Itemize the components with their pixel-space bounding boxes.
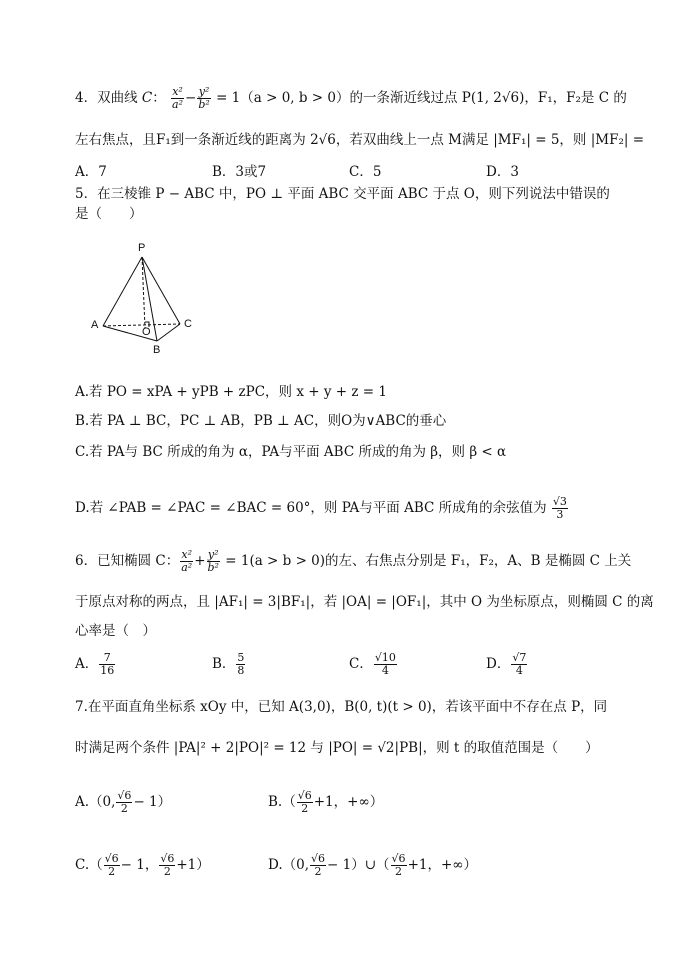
label-o: O — [142, 326, 151, 338]
q5-line1: 5．在三棱锥 P − ABC 中，PO ⊥ 平面 ABC 交平面 ABC 于点 O，则下列说法中错误的 — [75, 186, 610, 202]
q5-option-d-text: D.若 ∠PAB = ∠PAC = ∠BAC = 60°，则 PA与平面 ABC 所成角的余弦值为 — [75, 500, 547, 516]
q4-option-b: B．3或7 — [212, 164, 267, 180]
q6-prefix: 6．已知椭圆 C： — [75, 553, 180, 569]
q5-option-a: A.若 PO = xPA + yPB + zPC，则 x + y + z = 1 — [75, 384, 387, 400]
q4-option-d: D．3 — [486, 164, 519, 180]
label-b: B — [153, 344, 161, 356]
tetrahedron-figure — [88, 236, 198, 356]
q4-prefix: 4．双曲线 — [75, 90, 138, 106]
q5-line2: 是（ ） — [75, 206, 143, 222]
q5-option-c: C.若 PA与 BC 所成的角为 α，PA与平面 ABC 所成的角为 β，则 β < α — [75, 444, 507, 460]
q4-line1: 4．双曲线 C： $\frac{\text{x²}}{\text{a²}}$ − $\frac{\text{y²}}{\text{b²}}$ = 1（a > 0, b > 0）的一条渐近线过点 P(1, 2√6)，F₁，F₂是 C 的 — [75, 85, 627, 111]
q5-option-d — [75, 496, 628, 521]
label-c: C — [184, 318, 192, 330]
q5-option-b: B.若 PA ⊥ BC，PC ⊥ AB，PB ⊥ AC，则O为∨ABC的垂心 — [75, 413, 447, 429]
q4-eq: = 1（a > 0, b > 0）的一条渐近线过点 P(1, 2√6)，F₁，F₂是 C 的 — [216, 90, 627, 106]
q7-option-c: C.（ $\frac{√6}{2}$ − 1， $\frac{√6}{2}$ +1） — [75, 852, 210, 878]
q7-option-b: B.（ $\frac{√6}{2}$ +1，+∞） — [268, 789, 384, 815]
q4-frac-x: $\frac{\text{x²}}{\text{a²}}$ — [172, 85, 183, 111]
q7-option-d: D.（0, $\frac{√6}{2}$ − 1）∪（ $\frac{√6}{2}$ +1，+∞） — [268, 852, 478, 878]
q6-line1: 6．已知椭圆 C： $\frac{\text{x²}}{\text{a²}}$ + $\frac{\text{y²}}{\text{b²}}$ = 1(a > b > 0)的左、右焦点分别是 F₁，F₂，A、B 是椭圆 C 上关 — [75, 548, 632, 574]
q5-option-d-frac: $\frac{√3}{3}$ — [552, 495, 567, 521]
q6-option-a: A． $\frac{7}{16}$ — [75, 651, 115, 677]
q4-option-a: A．7 — [75, 164, 107, 180]
q6-line3: 心率是（ ） — [75, 623, 156, 639]
q6-option-b: B． $\frac{5}{8}$ — [212, 651, 245, 677]
q6-suffix: = 1(a > b > 0)的左、右焦点分别是 F₁，F₂，A、B 是椭圆 C 上关 — [225, 553, 632, 569]
q6-frac-x: $\frac{\text{x²}}{\text{a²}}$ — [181, 548, 193, 574]
label-p: P — [138, 242, 146, 254]
q6-option-c: C． $\frac{√10}{4}$ — [349, 651, 396, 677]
q4-c: C — [141, 90, 153, 106]
q7-line1: 7.在平面直角坐标系 xOy 中，已知 A(3,0)，B(0, t)(t > 0)，若该平面中不存在点 P，同 — [75, 699, 608, 715]
q4-line2: 左右焦点，且F₁到一条渐近线的距离为 2√6，若双曲线上一点 M满足 |MF₁| = 5，则 |MF₂| = — [75, 132, 645, 148]
q6-option-d: D． $\frac{√7}{4}$ — [486, 651, 527, 677]
q4-frac-y: $\frac{\text{y²}}{\text{b²}}$ — [198, 85, 210, 111]
q7-option-a: A.（0, $\frac{√6}{2}$ − 1） — [75, 789, 172, 815]
q7-line2: 时满足两个条件 |PA|² + 2|PO|² = 12 与 |PO| = √2|PB|，则 t 的取值范围是（ ） — [75, 740, 599, 756]
label-a: A — [91, 319, 99, 331]
q4-option-c: C．5 — [349, 164, 382, 180]
q6-frac-y: $\frac{\text{y²}}{\text{b²}}$ — [207, 548, 219, 574]
q6-line2: 于原点对称的两点，且 |AF₁| = 3|BF₁|，若 |OA| = |OF₁|，其中 O 为坐标原点，则椭圆 C 的离 — [75, 594, 654, 610]
